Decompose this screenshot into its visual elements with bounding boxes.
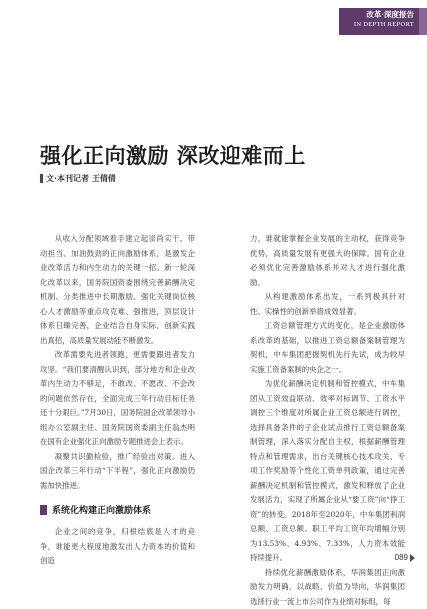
paragraph: 从构建激励体系出发，一系列极具针对性、实操性的创新举措成效显著。 xyxy=(250,290,405,319)
section-title-en: IN DEPTH REPORT xyxy=(342,20,414,30)
article-title: 强化正向激励 深改迎难而上 xyxy=(40,140,306,170)
section-title-cn: 改革·深度报告 xyxy=(342,10,414,20)
paragraph: 凝聚共识勤检验，推广经验出对策。进入国企改革三年行动“下半程”，强化正向激励仍需加快推进。 xyxy=(40,450,195,494)
right-column xyxy=(250,232,405,609)
page-number xyxy=(395,553,415,562)
paragraph-continued: 力，谁就能掌握企业发展的主动权，获得竞争优势，高质量发展有更强大的保障。国有企业必须优化完善激励体系并对人才进行强化激励。 xyxy=(250,232,405,290)
left-column xyxy=(40,232,195,569)
byline-marker xyxy=(40,174,43,183)
section-header-bar xyxy=(339,8,419,35)
paragraph: 为优化薪酬决定机制和管控模式，中车集团从工资效益联动、效率对标调节、工资水平调控三个维度对所属企业工资总额进行调控，选择具备条件的子企业试点推行工资总额备案制管理，深入落实分配自主权，根据薪酬管理特点和管理需求，出台关键核心技术攻关、专项工作奖励等个性化工资单列政策，通过完善薪酬决定机制和管控模式，激发和释放了企业发展活力，实现了所属企业从“要工资”向“挣工资”的转变。2018年至2020年，中车集团利润总额、工资总额、职工平均工资年均增幅分别为13.53%、4.93%、7.33%，人力资本效能持续提升。 xyxy=(250,377,405,566)
page-arrow-icon xyxy=(410,554,415,562)
byline xyxy=(40,173,116,184)
paragraph: 企业之间的竞争，归根结底是人才的竞争，谁能更大程度地激发出人力资本的价值和创造 xyxy=(40,525,195,569)
page-number-text: 089 xyxy=(395,553,408,562)
paragraph: 改革需要先进者领跑，更需要跟进者发力攻坚。“我们要清醒认识到，部分地方和企业改革内生动力不够足，不敢改、不愿改、不会改的问题依然存在，全面完成三年行动目标任务还十分艰巨。”7月30日，国务院国企改革领导小组办公室副主任、国务院国资委副主任翁杰明在国有企业强化正向激励专题推进会上表示。 xyxy=(40,348,195,450)
paragraph: 持续优化薪酬激励体系，华润集团正向激励发力明确，以战略、价值为导向，华润集团选择行业一流上市公司作为业绩对标组，每 xyxy=(250,566,405,609)
byline-text: 文·本刊记者 王倩倩 xyxy=(46,173,116,184)
paragraph: 从收入分配领域着手建立起崇尚实干、带动担当、加油鼓劲的正向激励体系，是激发企业改革活力和内生动力的关键一招。新一轮深化改革以来，国务院国资委围绕完善薪酬决定机制、分类推进中长期激励、强化关键岗位核心人才激励等重点攻克难、强推进，顶层设计体系日臻完善，企业结合自身实际，创新实践出真招，高质量发展动能不断激发。 xyxy=(40,232,195,348)
section-heading xyxy=(40,503,195,516)
section-heading-text: 系统化构建正向激励体系 xyxy=(52,503,151,516)
section-heading-marker xyxy=(40,505,47,515)
paragraph: 工资总额管理方式的变化，是企业激励体系改革的基础，以推进工资总额备案制管理为契机，中车集团把握契机先行先试，成为较早实施工资备案制的央企之一。 xyxy=(250,319,405,377)
section-header xyxy=(339,8,419,35)
header-color-tab xyxy=(419,8,427,35)
